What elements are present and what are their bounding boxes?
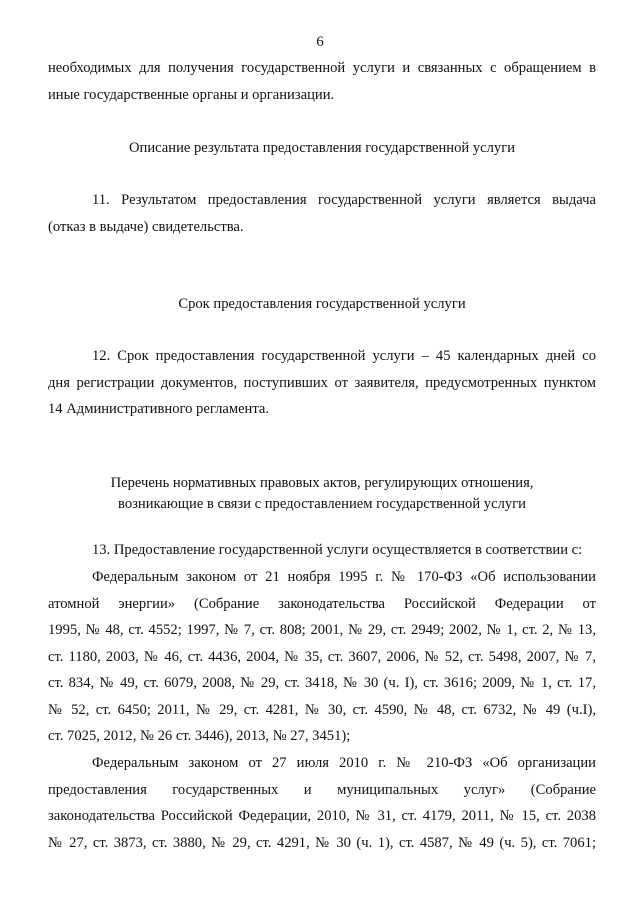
- text-line: ст. 1180, 2003, № 46, ст. 4436, 2004, № 35, ст. 3607, 2006, № 52, ст. 5498, 2007, № 7,: [48, 648, 596, 665]
- intro-paragraph: [48, 55, 596, 108]
- text-line: атомной энергии» (Собрание законодательства Российской Федерации от: [48, 595, 596, 612]
- heading-acts: [48, 473, 596, 515]
- heading-line: возникающие в связи с предоставлением государственной услуги: [118, 496, 526, 512]
- text-line: ст. 834, № 49, ст. 6079, 2008, № 29, ст. 3418, № 30 (ч. I), ст. 3616; 2009, № 1, ст. 17,: [48, 675, 596, 691]
- text-line: Федеральным законом от 27 июля 2010 г. № 210-ФЗ «Об организации: [92, 755, 596, 771]
- paragraph-13: [48, 537, 596, 564]
- heading-term: Срок предоставления государственной услуги: [178, 296, 466, 312]
- page-number: 6: [316, 34, 324, 50]
- text-line: № 52, ст. 6450; 2011, № 29, ст. 4281, № 30, ст. 4590, № 48, ст. 6732, № 49 (ч.I),: [48, 701, 596, 718]
- law-210-fz: [48, 750, 596, 856]
- text-line: предоставления государственных и муниципальных услуг» (Собрание: [48, 781, 596, 798]
- text-line: дня регистрации документов, поступивших от заявителя, предусмотренных пунктом: [48, 374, 596, 391]
- text-line: 14 Административного регламента.: [48, 401, 270, 417]
- paragraph-12: [48, 343, 596, 423]
- paragraph-11: [48, 187, 596, 240]
- text-line: 11. Результатом предоставления государственной услуги является выдача: [92, 192, 596, 208]
- text-line: 12. Срок предоставления государственной услуги – 45 календарных дней со: [92, 348, 596, 364]
- text-line: необходимых для получения государственной услуги и связанных с обращением в: [48, 60, 596, 76]
- text-line: иные государственные органы и организации.: [48, 86, 335, 103]
- text-line: 1995, № 48, ст. 4552; 1997, № 7, ст. 808; 2001, № 29, ст. 2949; 2002, № 1, ст. 2, № 13,: [48, 622, 596, 638]
- heading-line: Перечень нормативных правовых актов, регулирующих отношения,: [110, 475, 534, 491]
- text-line: (отказ в выдаче) свидетельства.: [48, 218, 244, 235]
- text-line: законодательства Российской Федерации, 2010, № 31, ст. 4179, 2011, № 15, ст. 2038: [48, 808, 596, 824]
- text-line: ст. 7025, 2012, № 26 ст. 3446), 2013, № 27, 3451);: [48, 728, 351, 744]
- text-line: № 27, ст. 3873, ст. 3880, № 29, ст. 4291, № 30 (ч. 1), ст. 4587, № 49 (ч. 5), ст. 7061;: [48, 834, 596, 851]
- text-line: 13. Предоставление государственной услуги осуществляется в соответствии с:: [92, 542, 583, 558]
- text-line: Федеральным законом от 21 ноября 1995 г. № 170-ФЗ «Об использовании: [92, 569, 596, 585]
- heading-result: Описание результата предоставления государственной услуги: [128, 140, 516, 156]
- law-170-fz: [48, 564, 596, 750]
